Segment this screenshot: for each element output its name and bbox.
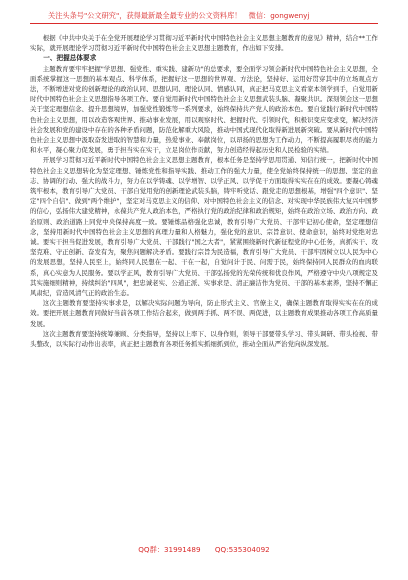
paragraph: 开展学习贯彻习近平新时代中国特色社会主义思想主题教育，根本任务是坚持学思用贯通、知信行统一，把新时代中国特色社会主义思想转化为坚定理想、锤炼党性和指导实践、推动工作的强大力量，使全党始终保持统一的思想、坚定的意志、协调的行动、强大的战斗力，努力在以学铸魂、以学增智、以学正风、以学促干方面取得实实在在的成效。要凝心铸魂筑牢根本，教育引导广大党员、干部自觉用党的创新理论武装头脑，铸牢听党话、跟党走的思想根基，增强"四个意识"、坚定"四个自信"、做到"两个维护"，坚定对马克思主义的信仰、对中国特色社会主义的信念、对实现中华民族伟大复兴中国梦的信心，弘扬伟大建党精神，永葆共产党人政治本色，严格执行党的政治纪律和政治规矩，始终在政治立场、政治方向、政治原则、政治道路上同党中央保持高度一致。要锤炼品格强化忠诚，教育引导广大党员、干部牢记初心使命，坚定理想信念，坚持用新时代中国特色社会主义思想的真理力量和人格魅力，强化党的意识、宗旨意识、使命意识，始终对党绝对忠诚。要实干担当促进发展，教育引导广大党员、干部践行"国之大者"，紧紧围绕新时代新征程党的中心任务，真抓实干、攻坚克难、守正创新、奋发有为，聚焦问题解决矛盾。要践行宗旨为民造福，教育引导广大党员、干部牢固树立以人民为中心的发展思想，坚持人民至上，始终同人民想在一起、干在一起，自觉问计于民、问需于民，始终保持同人民群众的血肉联系，真心实意为人民服务。要以学正风，教育引导广大党员、干部弘扬党的光荣传统和优良作风，严格遵守中央八项规定及其实施细则精神，持续纠治"四风"，把忠诚老实、公道正派、实事求是、清正廉洁作为党员、干部的基本素养，坚持不懈正风肃纪，营造风清气正的政治生态。 <box>30 156 378 298</box>
footer-qq-group: QQ群：31991489 <box>138 545 201 554</box>
document-body <box>30 33 378 349</box>
header-divider <box>30 23 378 24</box>
paragraph: 这次主题教育要坚持实事求是，以解决实际问题为导向，防止形式主义、官僚主义，确保主题教育取得实实在在的成效。要把开展主题教育同做好当前各项工作结合起来，做到两手抓、两不误、两促进，以主题教育成果推动各项工作高质量发展。 <box>30 299 378 328</box>
paragraph: 这次主题教育要坚持统筹兼顾、分类指导，坚持以上率下、以身作则，领导干部要带头学习、带头调研、带头检视、带头整改，以实际行动作出表率，真正把主题教育各项任务抓实抓细抓到位，推动全面从严治党向纵深发展。 <box>30 329 378 349</box>
paragraph: 根据《中共中央关于在全党开展理论学习贯彻习近平新时代中国特色社会主义思想主题教育的意见》精神，结合**工作实际，就开展理论学习贯彻习近平新时代中国特色社会主义思想主题教育，作出如下安排。 <box>30 34 378 53</box>
footer <box>0 545 408 555</box>
section-heading: 一、把握总体要求 <box>43 54 97 63</box>
paragraph: 主题教育要牢牢把握"学思想、强党性、重实践、建新功"的总要求，要全面学习领会新时代中国特色社会主义思想，全面系统掌握这一思想的基本观点、科学体系，把握好这一思想的世界观、方法论，坚持好、运用好贯穿其中的立场观点方法，不断增进对党的创新理论的政治认同、思想认同、理论认同、情感认同，真正把马克思主义看家本领学到手，自觉用新时代中国特色社会主义思想指导各项工作。要自觉用新时代中国特色社会主义思想武装头脑、凝聚共识。深刻领会这一思想关于坚定理想信念、提升思想境界，加强党性锻炼等一系列要求，始终保持共产党人的政治本色。要自觉践行新时代中国特色社会主义思想，用以改造客观世界、推动事业发展，用以观察时代、把握时代、引领时代，积极识变应变求变，解决经济社会发展和党的建设中存在的各种矛盾问题，防范化解重大风险，推动中国式现代化取得新进展新突破。要从新时代中国特色社会主义思想中汲取奋发进取的智慧和力量，热爱事业、奉献岗位，以昂扬的思想为工作动力，不断提高履职尽责的能力和水平，凝心聚力促发展，勇于担当实在实干，立足岗位作贡献，努力创造经得起历史和人民检验的实绩。 <box>30 64 378 155</box>
header-banner: 关注头条号"公文研究"，获得最新最全最专业的公文资料库！ 微信：gongwenyj <box>48 11 310 20</box>
footer-qq: QQ:535304092 <box>214 545 270 554</box>
